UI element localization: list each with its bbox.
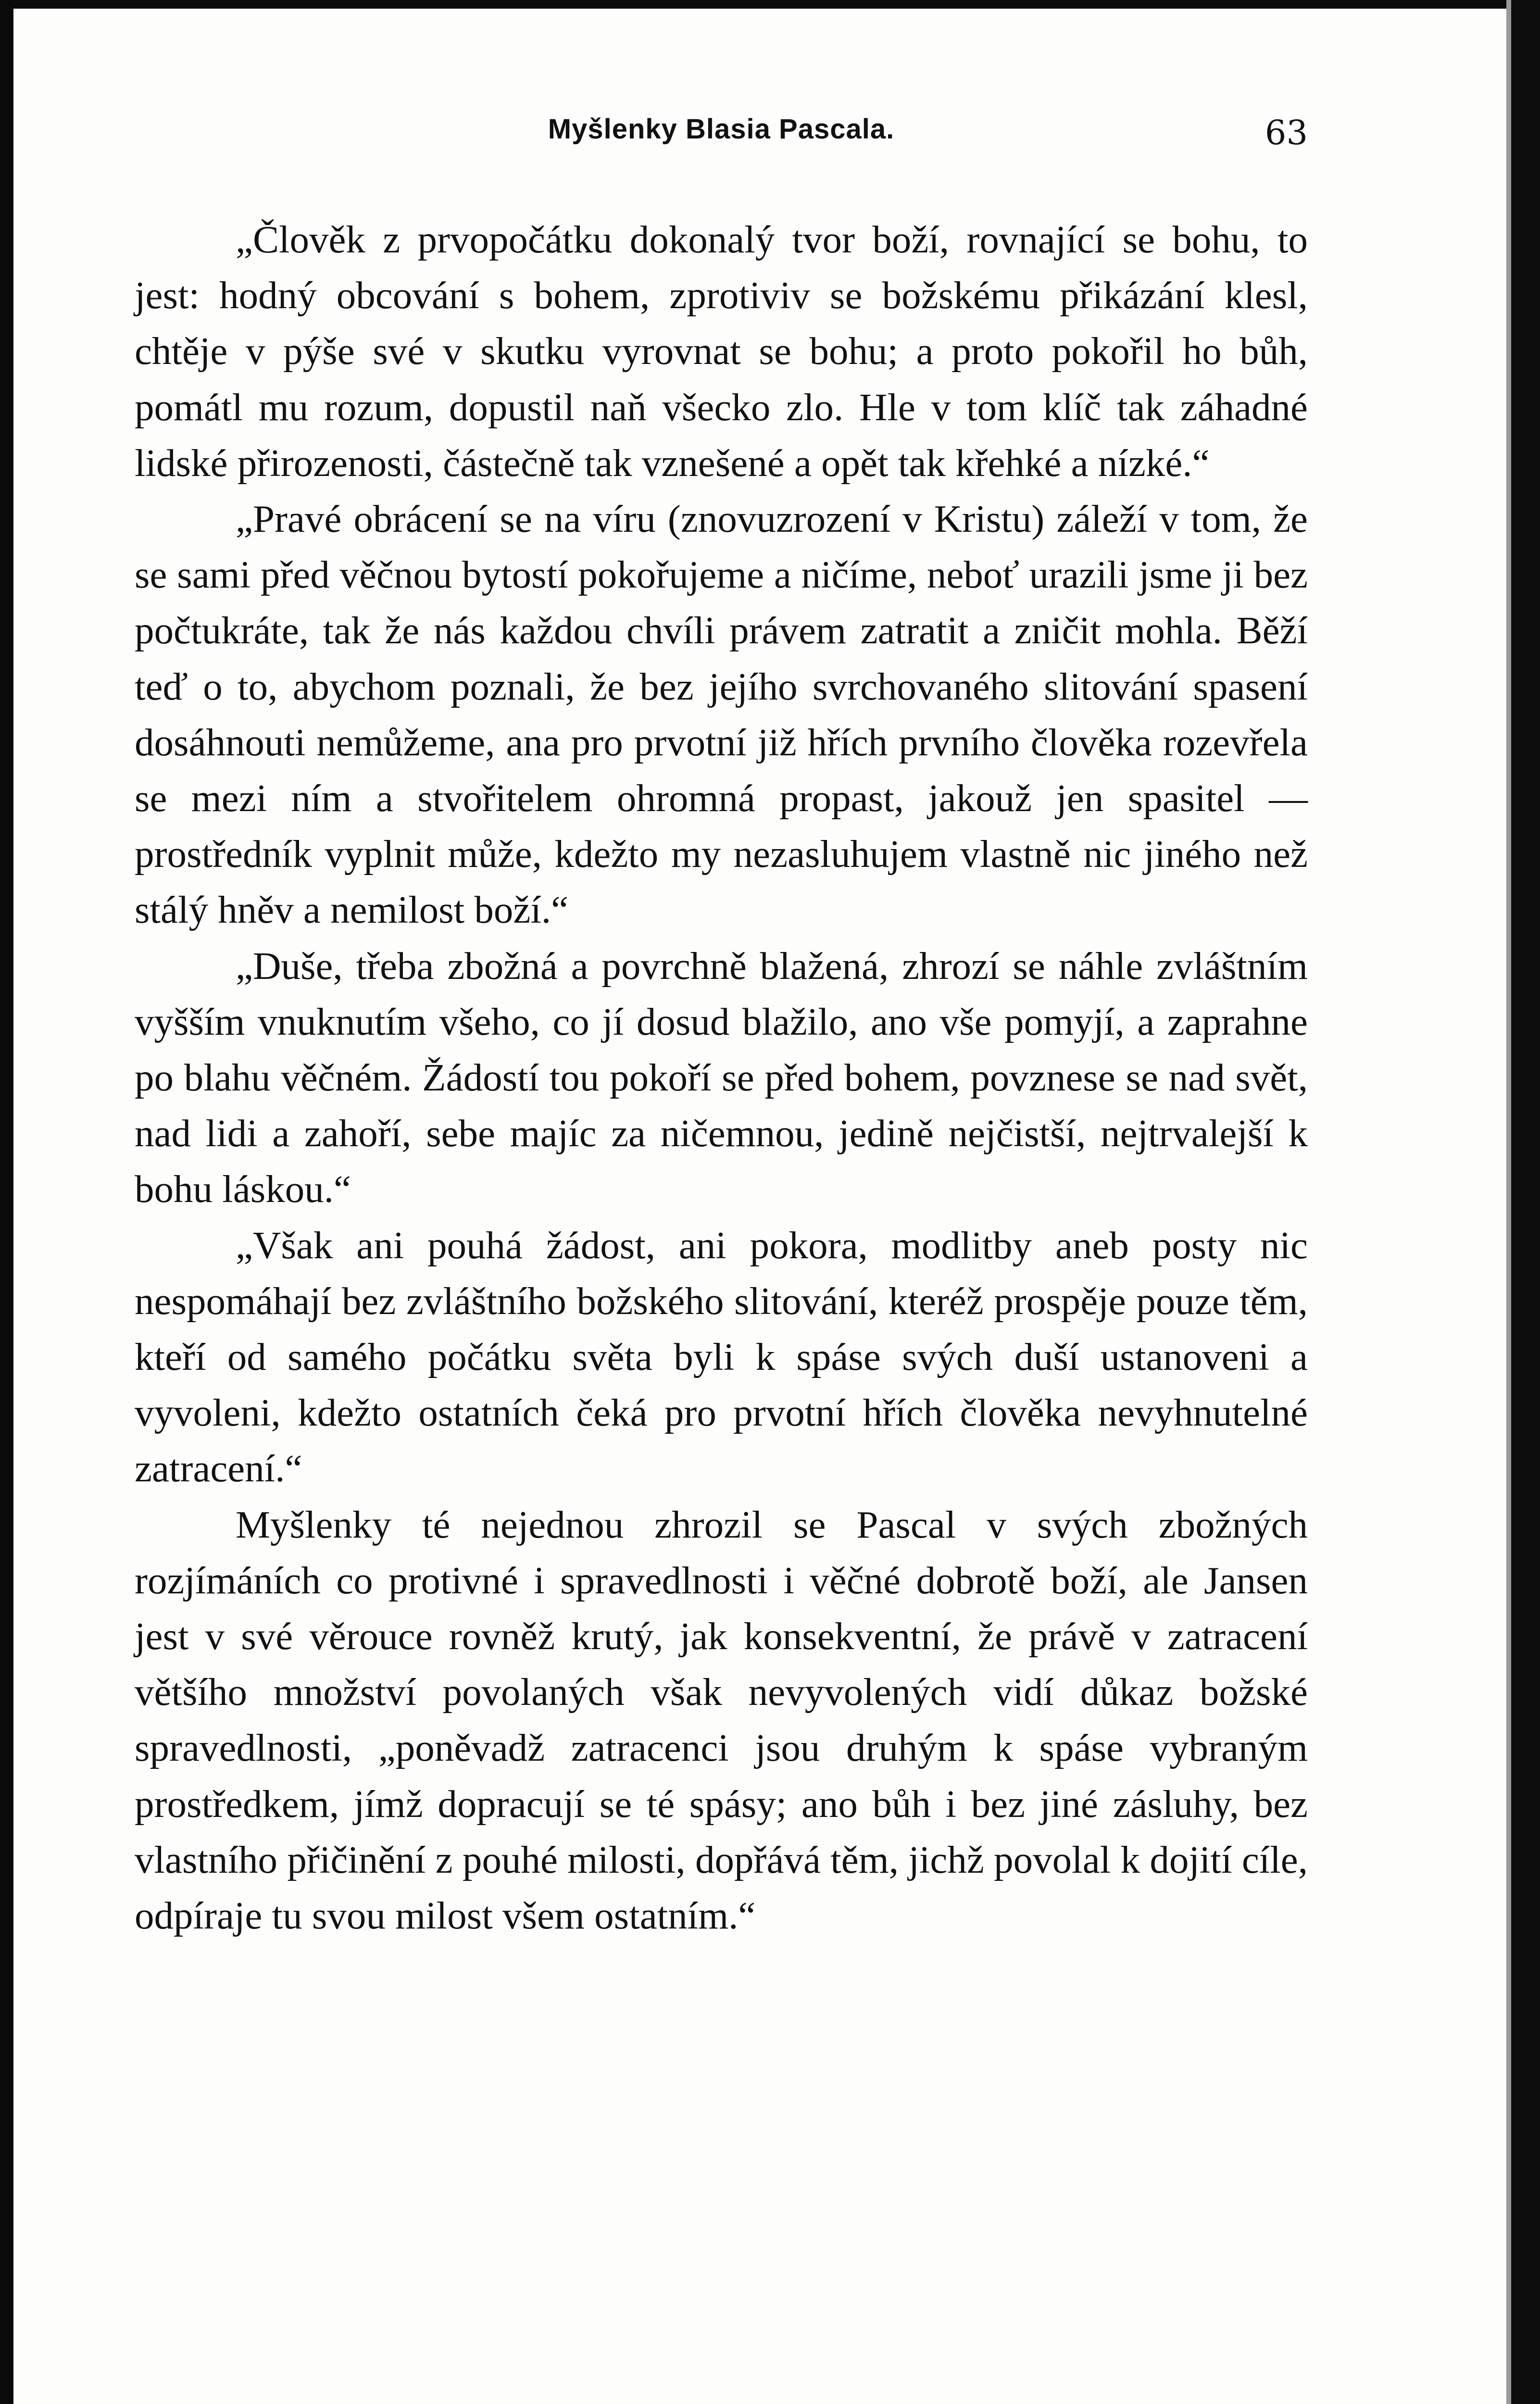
page-number: 63 <box>1265 113 1308 152</box>
paragraph-1: „Člověk z prvopočátku dokonalý tvor boží, rovnající se bohu, to jest: hodný obcování s bohem, zprotiviv se božskému přikázání klesl, chtěje v pýše své v skutku vyrovnat se bohu; a proto pokořil ho bůh, pomátl mu rozum, dopustil naň všecko zlo. Hle v tom klíč tak záhadné lidské přirozenosti, částečně tak vznešené a opět tak křehké a nízké.“ <box>135 218 1308 485</box>
page-header <box>135 108 1308 166</box>
paragraph-2: „Pravé obrácení se na víru (znovuzrození v Kristu) záleží v tom, že se sami před věčnou bytostí pokořujeme a ničíme, neboť urazili jsme ji bez počtukráte, tak že nás každou chvíli právem zatratit a zničit mohla. Běží teď o to, abychom poznali, že bez jejího svrchovaného slitování spasení dosáhnouti nemůžeme, ana pro prvotní již hřích prvního člověka rozevřela se mezi ním a stvořitelem ohromná propast, jakouž jen spasitel — prostředník vyplnit může, kdežto my nezasluhujem vlastně nic jiného než stálý hněv a nemilost boží.“ <box>135 497 1308 932</box>
paragraph-5: Myšlenky té nejednou zhrozil se Pascal v svých zbožných rozjímáních co protivné i spravedlnosti i věčné dobrotě boží, ale Jansen jest v své věrouce rovněž krutý, jak konsekventní, že právě v zatracení většího množství povolaných však nevyvolených vidí důkaz božské spravedlnosti, „poněvadž zatracenci jsou druhým k spáse vybraným prostředkem, jímž dopracují se té spásy; ano bůh i bez jiné zásluhy, bez vlastního přičinění z pouhé milosti, dopřává těm, jichž povolal k dojití cíle, odpíraje tu svou milost všem ostatním.“ <box>135 1502 1308 1938</box>
paragraph-4: „Však ani pouhá žádost, ani pokora, modlitby aneb posty nic nespomáhají bez zvláštního božského slitování, kteréž prospěje pouze těm, kteří od samého počátku světa byli k spáse svých duší ustanoveni a vyvoleni, kdežto ostatních čeká pro prvotní hřích člověka nevyhnutelné zatracení.“ <box>135 1223 1308 1490</box>
scan-border-right-shadow <box>1506 0 1511 2404</box>
paragraph-3: „Duše, třeba zbožná a povrchně blažená, zhrozí se náhle zvláštním vyšším vnuknutím všeho, co jí dosud blažilo, ano vše pomyjí, a zaprahne po blahu věčném. Žádostí tou pokoří se před bohem, povznese se nad svět, nad lidi a zahoří, sebe majíc za ničemnou, jedině nejčistší, nejtrvalejší k bohu láskou.“ <box>135 944 1308 1211</box>
scan-border-left <box>0 0 13 2404</box>
running-title: Myšlenky Blasia Pascala. <box>548 113 895 145</box>
body-text <box>135 212 1308 1943</box>
scan-border-right <box>1511 0 1540 2404</box>
scan-border-top <box>0 0 1540 9</box>
